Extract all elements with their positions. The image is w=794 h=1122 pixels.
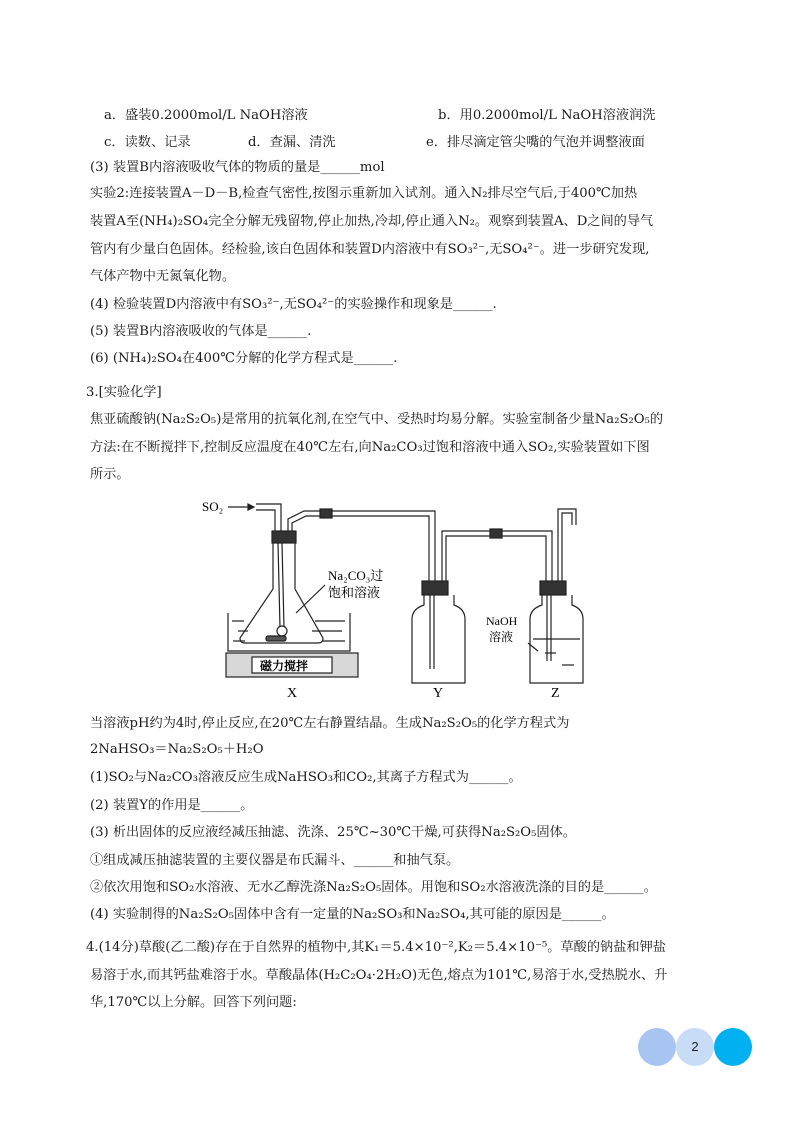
question-6-sub: (6) (NH₄)₂SO₄在400℃分解的化学方程式是______. xyxy=(90,351,398,366)
naoh-label-1: NaOH xyxy=(486,614,518,628)
equation-line: 2NaHSO₃＝Na₂S₂O₅＋H₂O xyxy=(90,742,264,757)
label-z: Z xyxy=(551,686,560,701)
question-5-sub: (5) 装置B内溶液吸收的气体是______. xyxy=(90,324,312,339)
option-e: e．排尽滴定管尖嘴的气泡并调整液面 xyxy=(426,135,645,150)
problem-4-line-2: 易溶于水,而其钙盐难溶于水。草酸晶体(H₂C₂O₄·2H₂O)无色,熔点为101℃,易溶于水,受热脱水、升 xyxy=(90,968,668,983)
problem-3-intro-2: 方法:在不断搅拌下,控制反应温度在40℃左右,向Na₂CO₃过饱和溶液中通入SO₂,实验装置如下图 xyxy=(90,440,650,455)
problem-3-intro-3: 所示。 xyxy=(90,467,130,482)
problem-3-q3-1: ①组成减压抽滤装置的主要仪器是布氏漏斗、______和抽气泵。 xyxy=(90,853,460,868)
question-4-sub: (4) 检验装置D内溶液中有SO₃²⁻,无SO₄²⁻的实验操作和现象是______. xyxy=(90,297,497,312)
problem-3-q2: (2) 装置Y的作用是______。 xyxy=(90,798,254,813)
na2co3-label-2: 饱和溶液 xyxy=(328,585,381,600)
experiment-2-line-4: 气体产物中无氮氧化物。 xyxy=(90,269,236,284)
problem-3-intro-1: 焦亚硫酸钠(Na₂S₂O₅)是常用的抗氧化剂,在空气中、受热时均易分解。实验室制备少量Na₂S₂O₅的 xyxy=(90,412,664,427)
na2co3-label-1: Na₂CO₃过 xyxy=(328,568,384,583)
page-circle-right xyxy=(714,1028,752,1066)
problem-3-heading: 3.[实验化学] xyxy=(86,385,162,400)
option-b: b．用0.2000mol/L NaOH溶液润洗 xyxy=(438,108,656,123)
problem-3-q3: (3) 析出固体的反应液经减压抽滤、洗涤、25℃~30℃干燥,可获得Na₂S₂O₅固体。 xyxy=(90,825,576,840)
page-number: 2 xyxy=(691,1039,699,1054)
option-a: a．盛装0.2000mol/L NaOH溶液 xyxy=(104,108,308,123)
stirrer-label: 磁力搅拌 xyxy=(260,659,309,673)
experiment-2-line-1: 实验2:连接装置A－D－B,检查气密性,按图示重新加入试剂。通入N₂排尽空气后,于400℃加热 xyxy=(90,186,638,201)
apparatus-diagram xyxy=(200,493,590,703)
problem-3-q1: (1)SO₂与Na₂CO₃溶液反应生成NaHSO₃和CO₂,其离子方程式为______。 xyxy=(90,770,522,785)
question-3-sub: (3) 装置B内溶液吸收气体的物质的量是______mol xyxy=(90,160,385,175)
option-d: d．查漏、清洗 xyxy=(248,135,336,150)
experiment-2-line-3: 管内有少量白色固体。经检验,该白色固体和装置D内溶液中有SO₃²⁻,无SO₄²⁻。进一步研究发现, xyxy=(90,242,650,257)
problem-4-line-1: 4.(14分)草酸(乙二酸)存在于自然界的植物中,其K₁＝5.4×10⁻²,K₂＝5.4×10⁻⁵。草酸的钠盐和钾盐 xyxy=(86,940,666,955)
option-c: c．读数、记录 xyxy=(104,135,191,150)
problem-4-line-3: 华,170℃以上分解。回答下列问题: xyxy=(90,995,297,1010)
label-x: X xyxy=(287,686,298,701)
experiment-2-line-2: 装置A至(NH₄)₂SO₄完全分解无残留物,停止加热,冷却,停止通入N₂。观察到装置A、D之间的导气 xyxy=(90,214,654,229)
label-y: Y xyxy=(433,686,444,701)
problem-3-text-1: 当溶液pH约为4时,停止反应,在20℃左右静置结晶。生成Na₂S₂O₅的化学方程式为 xyxy=(90,716,570,731)
so2-label: SO₂ xyxy=(202,499,224,514)
naoh-label-2: 溶液 xyxy=(489,630,514,644)
page-circle-left xyxy=(638,1028,676,1066)
problem-3-q3-2: ②依次用饱和SO₂水溶液、无水乙醇洗涤Na₂S₂O₅固体。用饱和SO₂水溶液洗涤的目的是______。 xyxy=(90,880,657,895)
problem-3-q4: (4) 实验制得的Na₂S₂O₅固体中含有一定量的Na₂SO₃和Na₂SO₄,其可能的原因是______。 xyxy=(90,907,615,922)
